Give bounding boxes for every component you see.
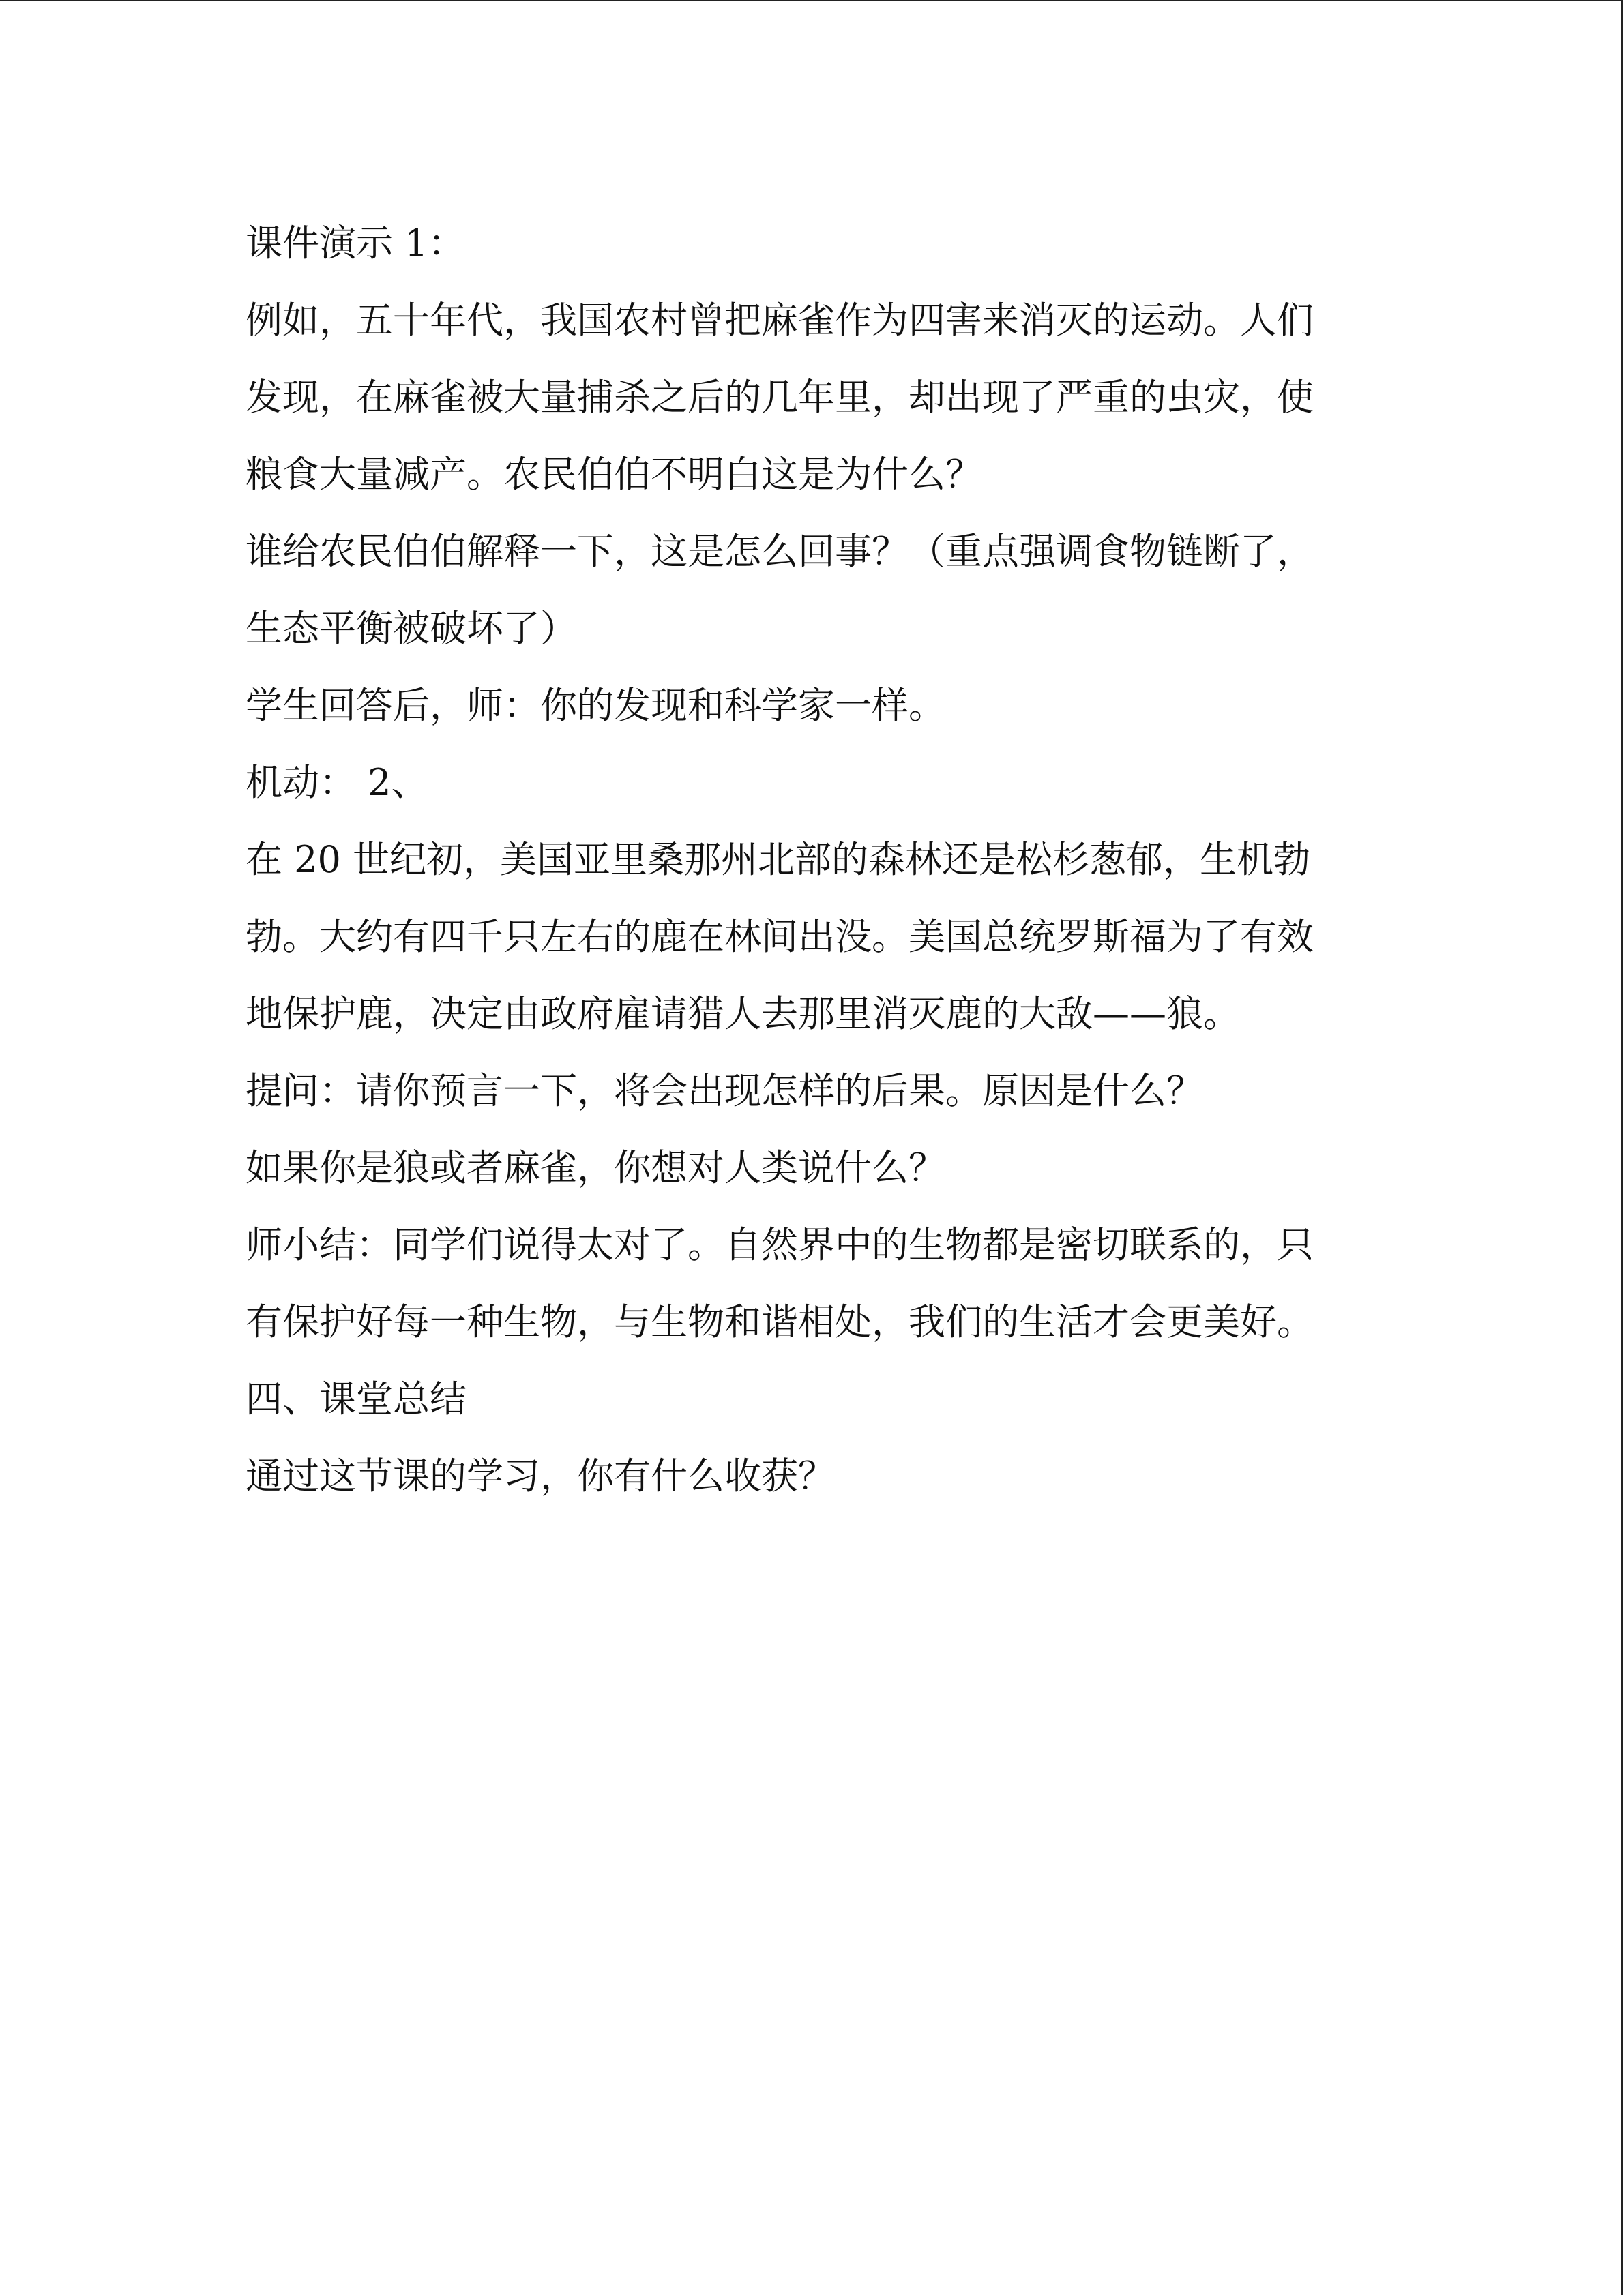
paragraph-line: 学生回答后，师：你的发现和科学家一样。 xyxy=(246,684,945,727)
paragraph-line: 谁给农民伯伯解释一下，这是怎么回事？（重点强调食物链断了， xyxy=(246,530,1314,573)
paragraph-line: 通过这节课的学习，你有什么收获？ xyxy=(246,1455,835,1497)
paragraph-line: 地保护鹿，决定由政府雇请猎人去那里消灭鹿的大敌——狼。 xyxy=(246,992,1240,1035)
section-heading-summary: 四、课堂总结 xyxy=(246,1377,467,1420)
paragraph-line: 生态平衡被破坏了） xyxy=(246,607,577,650)
paragraph-line: 发现，在麻雀被大量捕杀之后的几年里，却出现了严重的虫灾，使 xyxy=(246,376,1314,419)
document-body xyxy=(246,205,1391,1515)
paragraph-line: 例如，五十年代，我国农村曾把麻雀作为四害来消灭的运动。人们 xyxy=(246,299,1314,342)
paragraph-line: 粮食大量减产。农民伯伯不明白这是为什么？ xyxy=(246,453,982,496)
paragraph-line: 如果你是狼或者麻雀，你想对人类说什么？ xyxy=(246,1146,945,1189)
paragraph-line: 师小结：同学们说得太对了。自然界中的生物都是密切联系的，只 xyxy=(246,1223,1314,1266)
paragraph-line: 提问：请你预言一下，将会出现怎样的后果。原因是什么？ xyxy=(246,1069,1203,1112)
paragraph-line: 勃。大约有四千只左右的鹿在林间出没。美国总统罗斯福为了有效 xyxy=(246,915,1314,958)
paragraph-line: 在 20 世纪初，美国亚里桑那州北部的森林还是松杉葱郁，生机勃 xyxy=(246,838,1311,881)
paragraph-line: 有保护好每一种生物，与生物和谐相处，我们的生活才会更美好。 xyxy=(246,1300,1314,1343)
heading-flexible: 机动： 2、 xyxy=(246,761,428,804)
heading-courseware-demo: 课件演示 1： xyxy=(246,222,465,265)
